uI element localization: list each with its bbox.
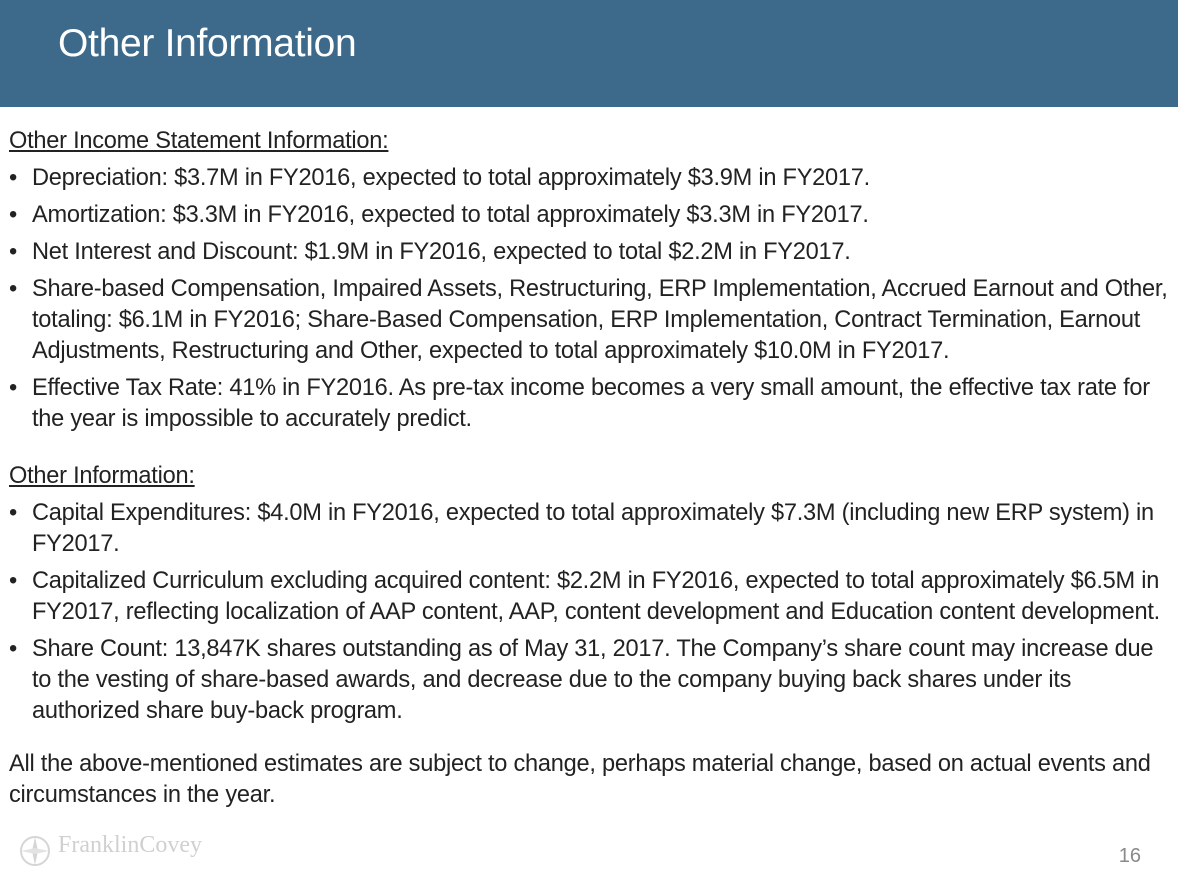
estimates-disclaimer: All the above-mentioned estimates are subject to change, perhaps material change, based on actual events and circumstances in the year. <box>9 751 1151 808</box>
list-item: • Capitalized Curriculum excluding acquired content: $2.2M in FY2016, expected to total approximately $6.5M in FY2017, reflecting localization of AAP content, AAP, content development and Education content development. <box>9 566 1174 628</box>
list-item: • Depreciation: $3.7M in FY2016, expected to total approximately $3.9M in FY2017. <box>9 163 1174 194</box>
slide-content <box>9 126 1174 811</box>
list-item: • Share-based Compensation, Impaired Assets, Restructuring, ERP Implementation, Accrued Earnout and Other, totaling: $6.1M in FY2016; Share-Based Compensation, ERP Implementation, Contract Termination, Earnout Adjustments, Restructuring and Other, expected to total approximately $10.0M in FY2017. <box>9 274 1174 367</box>
list-item: • Amortization: $3.3M in FY2016, expected to total approximately $3.3M in FY2017. <box>9 200 1174 231</box>
other-information-list <box>9 498 1174 727</box>
list-item: • Net Interest and Discount: $1.9M in FY2016, expected to total $2.2M in FY2017. <box>9 237 1174 268</box>
page-number: 16 <box>1118 845 1141 867</box>
income-statement-heading: Other Income Statement Information: <box>9 128 389 154</box>
list-item: • Capital Expenditures: $4.0M in FY2016, expected to total approximately $7.3M (including new ERP system) in FY2017. <box>9 498 1174 560</box>
company-logo <box>18 830 238 874</box>
list-item: • Share Count: 13,847K shares outstanding as of May 31, 2017. The Company’s share count may increase due to the vesting of share-based awards, and decrease due to the company buying back shares under its authorized share buy-back program. <box>9 634 1174 727</box>
slide-header <box>0 0 1178 107</box>
slide-title: Other Information <box>58 22 357 65</box>
compass-logo-icon <box>18 834 52 868</box>
list-item: • Effective Tax Rate: 41% in FY2016. As pre-tax income becomes a very small amount, the effective tax rate for the year is impossible to accurately predict. <box>9 373 1174 435</box>
logo-wordmark: FranklinCovey <box>58 832 202 858</box>
other-information-heading: Other Information: <box>9 463 195 489</box>
income-statement-list <box>9 163 1174 435</box>
